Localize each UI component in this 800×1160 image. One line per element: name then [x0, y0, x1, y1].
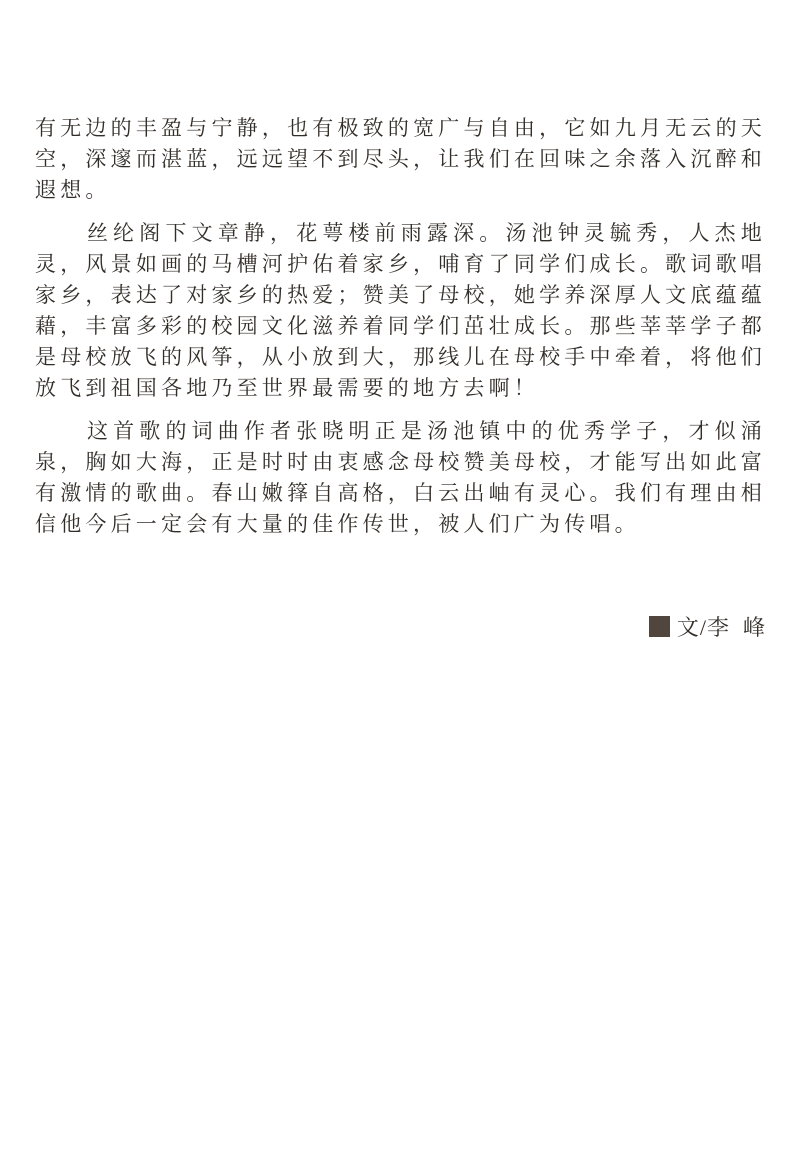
paragraph: 丝纶阁下文章静，花萼楼前雨露深。汤池钟灵毓秀，人杰地灵，风景如画的马槽河护佑着家乡，哺育了同学们成长。歌词歌唱家乡，表达了对家乡的热爱；赞美了母校，她学养深厚人文底蕴蕴藉，丰富多彩的校园文化滋养着同学们茁壮成长。那些莘莘学子都是母校放飞的风筝，从小放到大，那线儿在母校手中牵着，将他们放飞到祖国各地乃至世界最需要的地方去啊！: [35, 221, 766, 400]
article-body: [35, 113, 766, 643]
paragraph: 有无边的丰盈与宁静，也有极致的宽广与自由，它如九月无云的天空，深邃而湛蓝，远远望不到尽头，让我们在回味之余落入沉醉和遐想。: [35, 116, 766, 202]
filled-square-icon: [649, 616, 670, 637]
author-credit: [35, 612, 766, 643]
author-name: 文/李 峰: [676, 615, 766, 640]
paragraph: 这首歌的词曲作者张晓明正是汤池镇中的优秀学子，才似涌泉，胸如大海，正是时时由衷感念母校赞美母校，才能写出如此富有激情的歌曲。春山嫩箨自高格，白云出岫有灵心。我们有理由相信他今后一定会有大量的佳作传世，被人们广为传唱。: [35, 419, 766, 536]
